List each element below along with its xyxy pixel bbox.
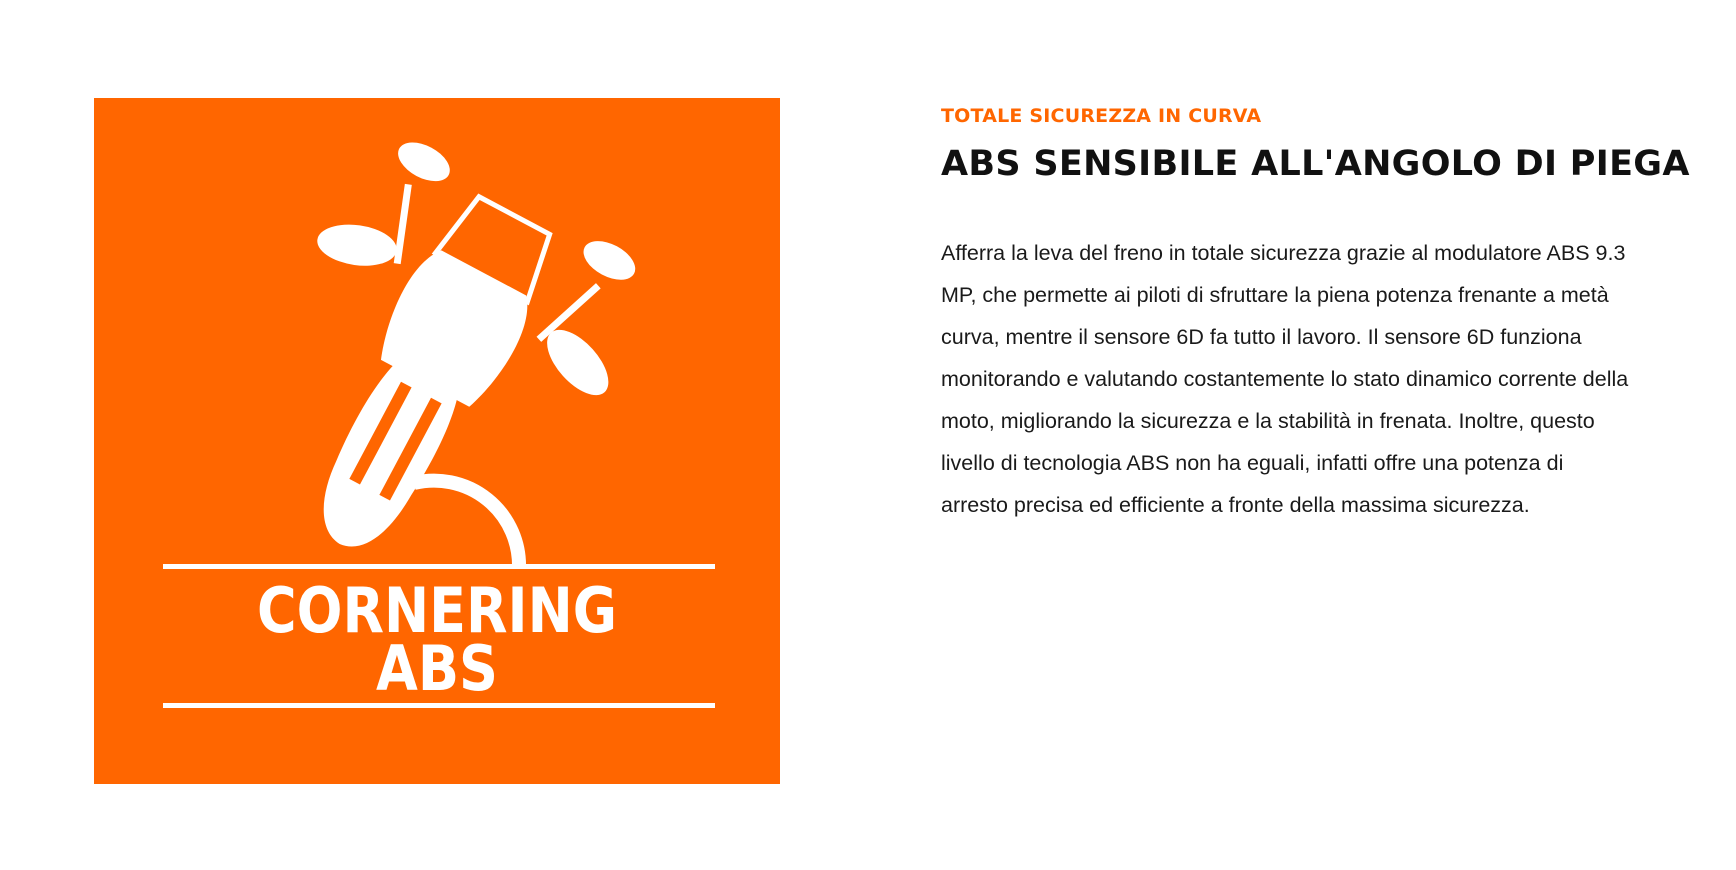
cornering-label: CORNERING: [257, 574, 617, 647]
feature-title: ABS SENSIBILE ALL'ANGOLO DI PIEGA: [941, 144, 1690, 184]
top-rule: [163, 564, 715, 569]
cornering-abs-graphic: [94, 98, 780, 784]
cornering-abs-image: [94, 98, 780, 784]
feature-text-block: [941, 104, 1690, 526]
abs-label: ABS: [376, 632, 498, 705]
feature-eyebrow: TOTALE SICUREZZA IN CURVA: [941, 105, 1262, 127]
feature-description: Afferra la leva del freno in totale sicurezza grazie al modulatore ABS 9.3 MP, che permette ai piloti di sfruttare la piena potenza frenante a metà curva, mentre il sensore 6D fa tutto il lavoro. Il sensore 6D funziona monitorando e valutando costantemente lo stato dinamico corrente della moto, migliorando la sicurezza e la stabilità in frenata. Inoltre, questo livello di tecnologia ABS non ha eguali, infatti offre una potenza di arresto precisa ed efficiente a fronte della massima sicurezza.: [941, 241, 1629, 517]
